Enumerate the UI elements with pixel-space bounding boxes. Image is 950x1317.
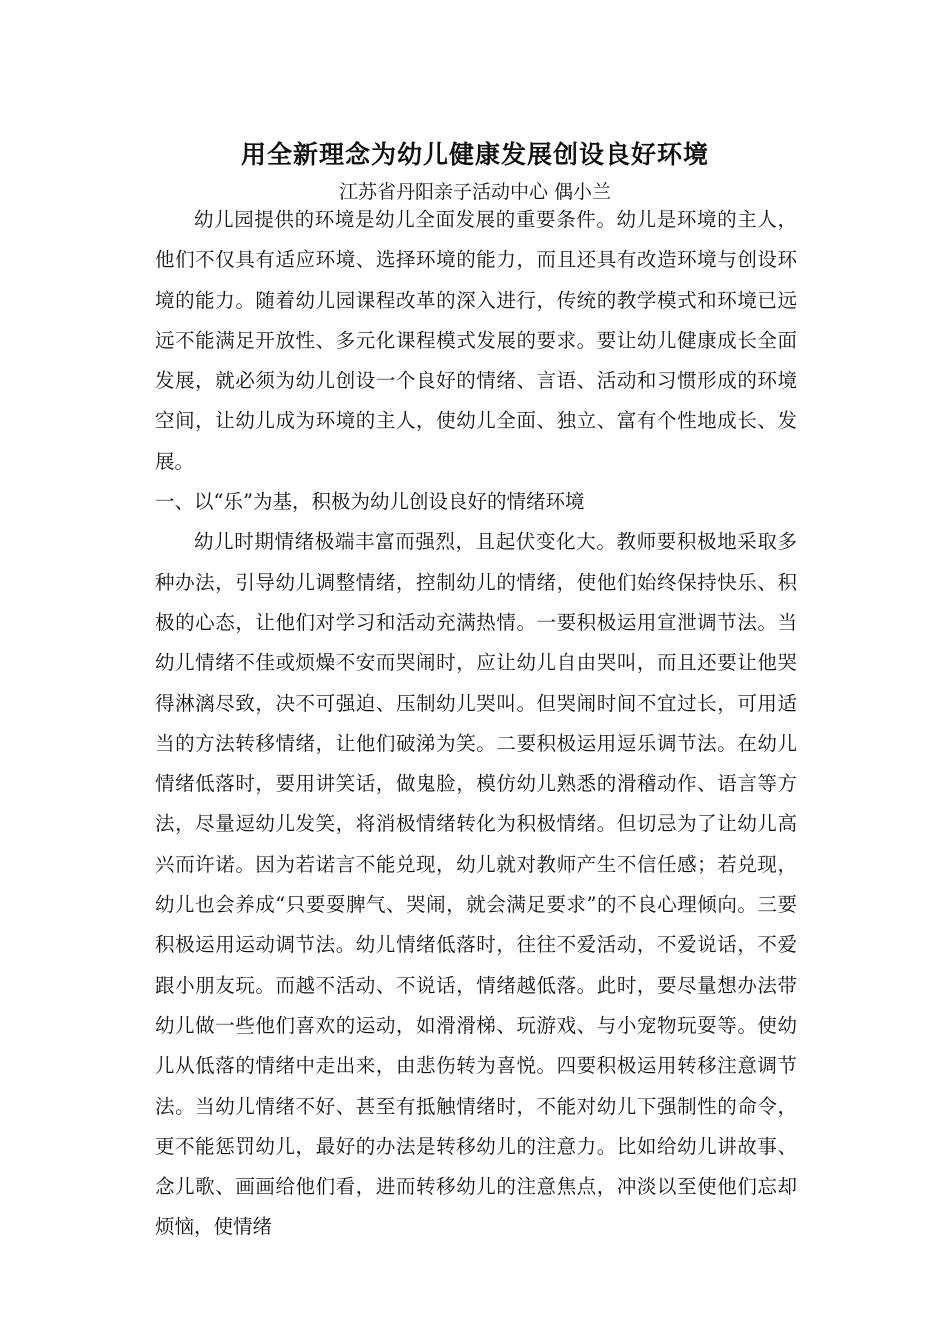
document-body: [155, 200, 797, 1248]
section-heading: 一、以“乐”为基，积极为幼儿创设良好的情绪环境: [155, 490, 585, 514]
document-author: 江苏省丹阳亲子活动中心 偶小兰: [338, 181, 612, 203]
intro-paragraph: 幼儿园提供的环境是幼儿全面发展的重要条件。幼儿是环境的主人，他们不仅具有适应环境、选择环境的能力，而且还具有改造环境与创设环境的能力。随着幼儿园课程改革的深入进行，传统的教学模式和环境已远远不能满足开放性、多元化课程模式发展的要求。要让幼儿健康成长全面发展，就必须为幼儿创设一个良好的情绪、言语、活动和习惯形成的环境空间，让幼儿成为环境的主人，使幼儿全面、独立、富有个性地成长、发展。: [155, 208, 797, 473]
section-paragraph: 幼儿时期情绪极端丰富而强烈，且起伏变化大。教师要积极地采取多种办法，引导幼儿调整情绪，控制幼儿的情绪，使他们始终保持快乐、积极的心态，让他们对学习和活动充满热情。一要积极运用宣泄调节法。当幼儿情绪不佳或烦燥不安而哭闹时，应让幼儿自由哭叫，而且还要让他哭得淋漓尽致，决不可强迫、压制幼儿哭叫。但哭闹时间不宜过长，可用适当的方法转移情绪，让他们破涕为笑。二要积极运用逗乐调节法。在幼儿情绪低落时，要用讲笑话，做鬼脸，模仿幼儿熟悉的滑稽动作、语言等方法，尽量逗幼儿发笑，将消极情绪转化为积极情绪。但切忌为了让幼儿高兴而许诺。因为若诺言不能兑现，幼儿就对教师产生不信任感；若兑现，幼儿也会养成“只要耍脾气、哭闹，就会满足要求”的不良心理倾向。三要积极运用运动调节法。幼儿情绪低落时，往往不爱活动，不爱说话，不爱跟小朋友玩。而越不活动、不说话，情绪越低落。此时，要尽量想办法带幼儿做一些他们喜欢的运动，如滑滑梯、玩游戏、与小宠物玩耍等。使幼儿从低落的情绪中走出来，由悲伤转为喜悦。四要积极运用转移注意调节法。当幼儿情绪不好、甚至有抵触情绪时，不能对幼儿下强制性的命令，更不能惩罚幼儿，最好的办法是转移幼儿的注意力。比如给幼儿讲故事、念儿歌、画画给他们看，进而转移幼儿的注意焦点，冲淡以至使他们忘却烦恼，使情绪: [155, 530, 797, 1239]
document-title: 用全新理念为幼儿健康发展创设良好环境: [240, 140, 709, 169]
